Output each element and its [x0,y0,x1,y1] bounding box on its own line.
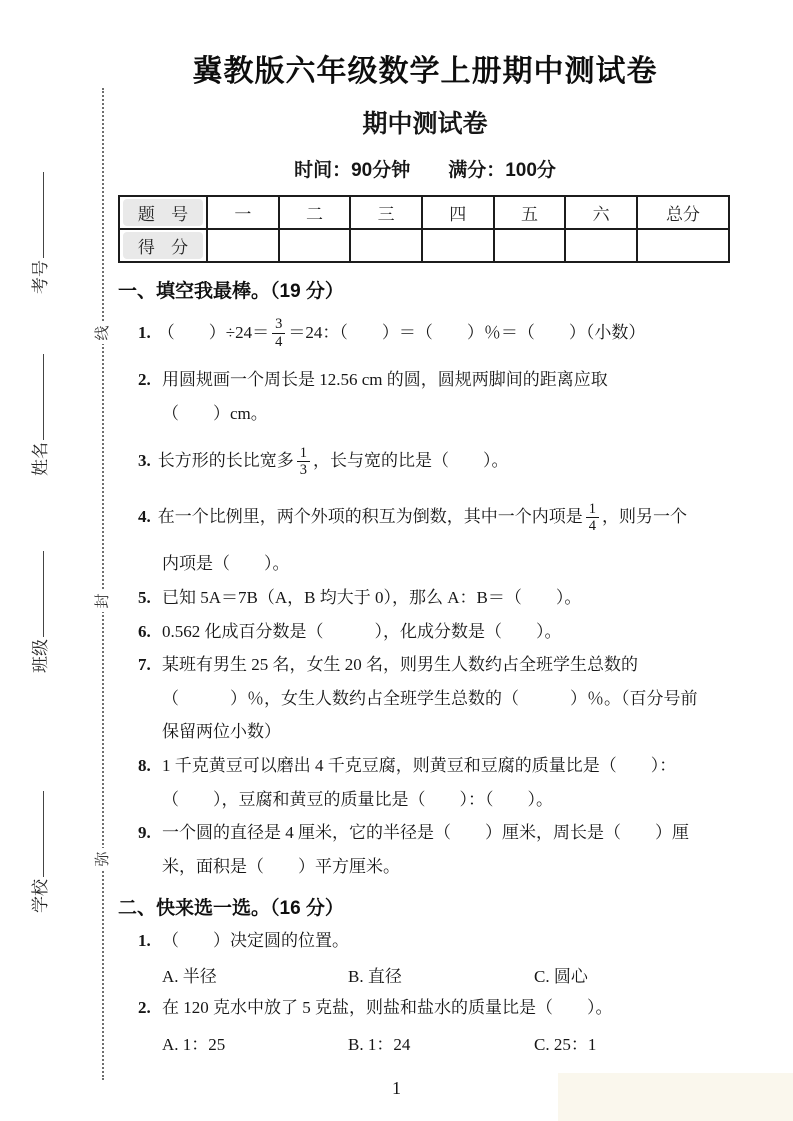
student-id-label-text: 考号 [30,260,50,294]
question-text: 一个圆的直径是 4 厘米，它的半径是（ ）厘米，周长是（ ）厘 [162,823,689,843]
seal-char-mi: 弥 [92,848,114,870]
student-name-label [25,340,51,490]
score-cell-6 [565,229,637,262]
exam-content [118,0,732,1064]
choice-options-row [162,962,732,987]
score-cell-5 [494,229,566,262]
question-s1-7 [118,653,732,745]
question-line [138,996,732,1021]
student-id-label [25,158,51,308]
option-a: A. 半径 [162,967,217,987]
score-table-col-1: 一 [207,196,279,229]
question-text: （ ）％，女生人数约占全班学生总数的（ ）％。（百分号前 [162,688,698,708]
question-text: ，则另一个 [602,506,687,526]
question-s1-3 [118,435,732,487]
option-b: B. 直径 [348,967,402,987]
question-line [138,435,732,487]
choice-options-row [162,1030,732,1055]
section2-heading: 二、快来选一选。（16 分） [118,897,344,919]
question-line [162,788,732,813]
exam-subtitle: 期中测试卷 [362,110,488,138]
question-text: 在 120 克水中放了 5 克盐，则盐和盐水的质量比是（ ）。 [162,998,613,1018]
fraction-one-third: $\frac{1}{3}$ [297,445,310,478]
option-a: A. 1：25 [162,1034,226,1054]
score-cell-3 [350,229,422,262]
question-text: 1 千克黄豆可以磨出 4 千克豆腐，则黄豆和豆腐的质量比是（ ）： [162,756,677,776]
question-number: 5. [138,587,151,607]
question-text: 已知 5A＝7B（A，B 均大于 0），那么 A：B＝（ ）。 [162,587,582,607]
question-number: 3. [138,450,151,470]
fraction-three-fourths: $\frac{3}{4}$ [272,316,285,349]
question-text: 0.562 化成百分数是（ ），化成分数是（ ）。 [162,621,562,641]
question-text: 米，面积是（ ）平方厘米。 [162,857,400,877]
question-s1-2 [118,368,732,426]
seal-char-feng: 封 [92,590,114,612]
student-name-label-text: 姓名 [30,442,50,476]
question-number: 6. [138,621,151,641]
score-table-question-label-cell [119,196,207,229]
score-table-col-6: 六 [565,196,637,229]
question-s1-1 [118,307,732,359]
question-line [138,586,732,611]
question-line [162,720,732,745]
student-name-blank-line [32,354,44,440]
score-table [118,195,730,263]
question-line [138,754,732,779]
score-table-col-3: 三 [350,196,422,229]
question-line [162,687,732,712]
question-number: 4. [138,506,151,526]
seal-char-line: 线 [92,322,114,344]
question-line [138,929,732,954]
student-id-blank-line [32,172,44,258]
exam-time-score-info: 时间：90分钟 满分：100分 [294,160,556,181]
score-table-header-row [119,196,729,229]
question-s1-4 [118,491,732,577]
school-blank-line [32,791,44,877]
question-text: 长方形的长比宽多 [157,450,294,470]
question-s1-8 [118,754,732,812]
question-number: 1. [138,322,151,342]
score-table-col-4: 四 [422,196,494,229]
option-b: B. 1：24 [348,1034,411,1054]
question-text: （ ）决定圆的位置。 [162,930,349,950]
score-table-score-label-cell [119,229,207,262]
question-line [138,491,732,543]
question-line [138,653,732,678]
score-cell-1 [207,229,279,262]
class-label [25,537,51,687]
page-title: 冀教版六年级数学上册期中测试卷 [192,55,658,88]
school-label [25,777,51,927]
score-label: 得 分 [123,232,203,259]
option-c: C. 圆心 [534,967,588,987]
question-line [138,620,732,645]
question-text: 内项是（ ）。 [162,554,290,574]
class-blank-line [32,551,44,637]
question-s1-9 [118,821,732,879]
question-line [138,368,732,393]
question-text: 某班有男生 25 名，女生 20 名，则男生人数约占全班学生总数的 [162,655,638,675]
class-label-text: 班级 [30,639,50,673]
question-number: 7. [138,655,151,675]
question-number: 8. [138,756,151,776]
fraction-one-fourth: $\frac{1}{4}$ [586,501,599,534]
question-number: 2. [138,370,151,389]
question-s2-1 [118,929,732,988]
score-cell-2 [279,229,351,262]
question-text: （ ）÷24＝ [157,322,270,342]
option-c: C. 25：1 [534,1034,597,1054]
question-s2-2 [118,996,732,1055]
question-line [138,307,732,359]
page-number: 1 [392,1078,401,1098]
section1-heading: 一、填空我最棒。（19 分） [118,281,344,302]
score-table-col-2: 二 [279,196,351,229]
question-s1-6 [118,620,732,645]
question-text: ＝24：（ ）＝（ ）％＝（ ）（小数） [288,322,646,342]
score-table-col-5: 五 [494,196,566,229]
score-cell-4 [422,229,494,262]
score-cell-total [637,229,729,262]
score-table-total-col: 总分 [637,196,729,229]
question-text: （ ），豆腐和黄豆的质量比是（ ）：（ ）。 [162,789,553,809]
seal-dotted-line [102,88,104,1080]
question-number: 2. [138,998,151,1018]
question-line [162,552,732,577]
question-text: 用圆规画一个周长是 12.56 cm 的圆，圆规两脚间的距离应取 [162,370,608,389]
question-line [138,821,732,846]
question-s1-5 [118,586,732,611]
question-text: 保留两位小数） [162,722,281,742]
score-table-score-row [119,229,729,262]
question-number: 9. [138,823,151,843]
question-text: ，长与宽的比是（ ）。 [313,450,509,470]
question-text: 在一个比例里，两个外项的积互为倒数，其中一个内项是 [157,506,583,526]
question-line [162,855,732,880]
question-text: （ ）cm。 [162,403,268,423]
school-label-text: 学校 [30,879,50,913]
question-number-label: 题 号 [123,199,203,226]
question-number: 1. [138,930,151,950]
question-line [162,402,732,427]
